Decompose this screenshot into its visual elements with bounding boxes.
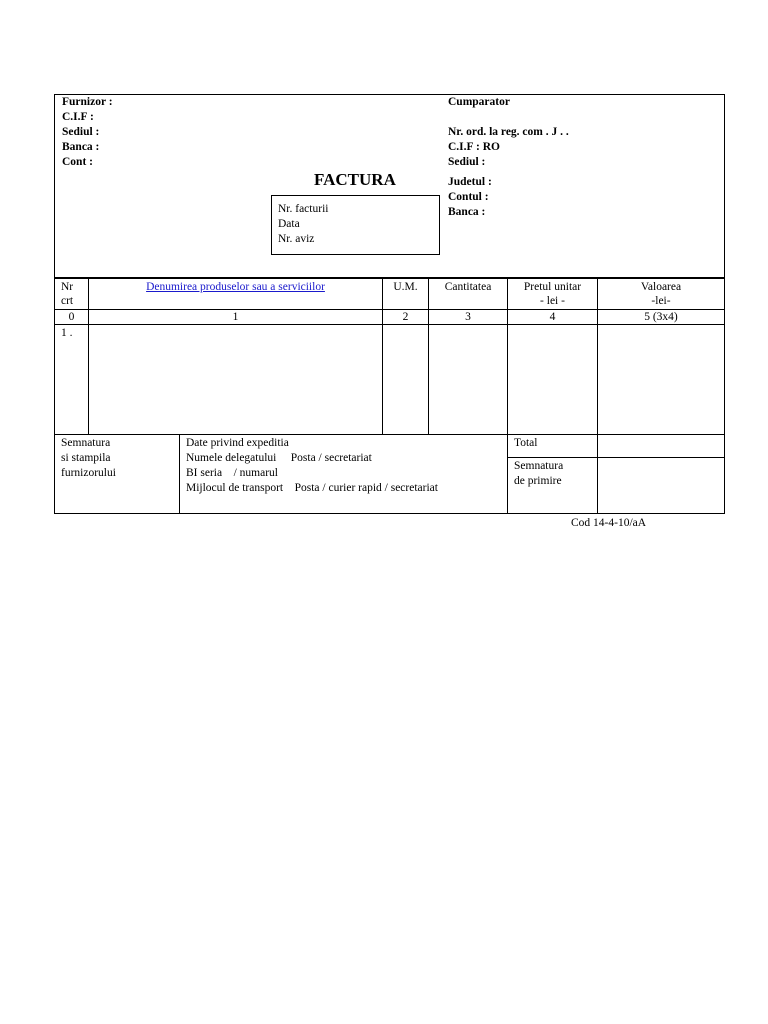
row-number-1: 1 .: [61, 327, 73, 339]
invoice-title: FACTURA: [314, 170, 396, 189]
supplier-banca: Banca :: [62, 141, 100, 153]
colnum-3: 3: [465, 311, 471, 323]
colnum-5: 5 (3x4): [644, 311, 678, 323]
header-um: U.M.: [393, 281, 418, 293]
footer-semnatura-line3: furnizorului: [61, 467, 116, 479]
footer-primire-line1: Semnatura: [514, 460, 564, 472]
header-valoare-line1: Valoarea: [640, 281, 682, 293]
buyer-nr-ord: Nr. ord. la reg. com . J . .: [448, 126, 569, 138]
footer-expeditie-line2: Numele delegatului Posta / secretariat: [186, 452, 372, 464]
buyer-cif: C.I.F : RO: [448, 141, 500, 153]
colnum-0: 0: [68, 311, 75, 323]
footer-expeditie-line1: Date privind expeditia: [186, 437, 289, 449]
footer-expeditie-line4: Mijlocul de transport Posta / curier rapid / secretariat: [186, 482, 438, 494]
colnum-1: 1: [232, 311, 239, 323]
colnum-2: 2: [402, 311, 409, 323]
footer-total-line: [507, 457, 725, 458]
col-sep-1: [88, 277, 89, 435]
frame-right: [724, 94, 725, 514]
header-denumire: Denumirea produselor sau a serviciilor: [146, 281, 325, 293]
supplier-sediul: Sediul :: [62, 126, 100, 138]
form-code: Cod 14-4-10/aA: [571, 517, 647, 529]
buyer-judetul: Judetul :: [448, 176, 492, 188]
col-sep-3: [428, 277, 429, 435]
buyer-sediul: Sediul :: [448, 156, 486, 168]
footer-sep-1: [179, 434, 180, 514]
supplier-cif: C.I.F :: [62, 111, 94, 123]
table-body-bottom-line: [54, 434, 725, 435]
table-top-line: [54, 277, 725, 279]
supplier-furnizor: Furnizor :: [62, 96, 113, 108]
header-pret-line2: - lei -: [540, 295, 565, 307]
col-sep-2: [382, 277, 383, 435]
frame-bottom: [54, 513, 725, 514]
footer-primire-line2: de primire: [514, 475, 562, 487]
footer-semnatura-line1: Semnatura: [61, 437, 111, 449]
supplier-cont: Cont :: [62, 156, 93, 168]
footer-total: Total: [514, 437, 538, 449]
invoice-date-label: Data: [278, 218, 300, 230]
header-pret-line1: Pretul unitar: [523, 281, 582, 293]
header-nr-line2: crt: [61, 295, 74, 307]
invoice-aviz-label: Nr. aviz: [278, 233, 315, 245]
invoice-number-label: Nr. facturii: [278, 203, 329, 215]
footer-semnatura-line2: si stampila: [61, 452, 111, 464]
header-valoare-line2: -lei-: [651, 295, 671, 307]
footer-expeditie-line3: BI seria / numarul: [186, 467, 278, 479]
header-nr-line1: Nr: [61, 281, 74, 293]
frame-left: [54, 94, 55, 514]
frame-top: [54, 94, 725, 95]
buyer-contul: Contul :: [448, 191, 489, 203]
header-cantitatea: Cantitatea: [444, 281, 492, 293]
buyer-cumparator: Cumparator: [448, 96, 510, 108]
buyer-banca: Banca :: [448, 206, 486, 218]
colnum-4: 4: [549, 311, 556, 323]
